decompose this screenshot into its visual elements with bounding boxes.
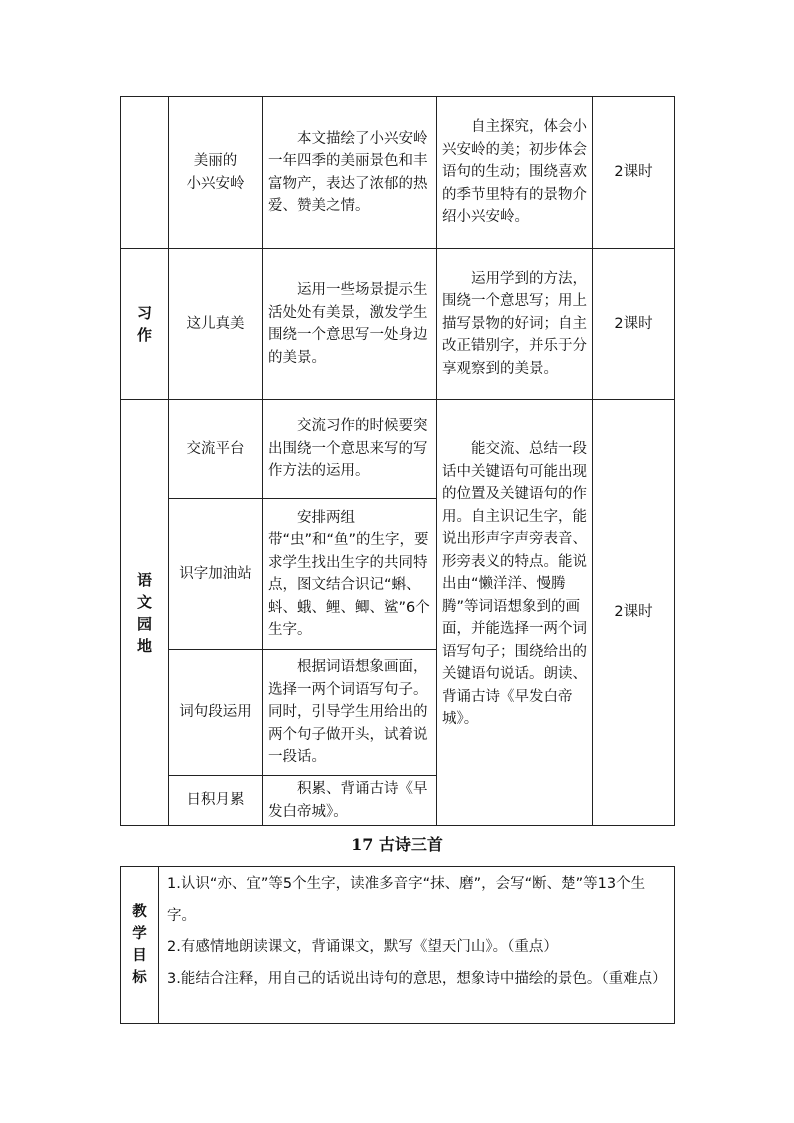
category-char: 作 [136,326,152,344]
objective-item: 2.有感情地朗读课文，背诵课文，默写《望天门山》。（重点） [167,939,558,955]
category-char: 园 [136,614,152,633]
hours-cell: 2课时 [593,400,675,826]
lesson-cell: 词句段运用 [169,650,263,776]
lesson-title-line: 美丽的 [193,153,238,169]
content-cell: 运用一些场景提示生活处处有美景，激发学生围绕一个意思写一处身边的美景。 [263,249,437,400]
objectives-cell [159,867,675,1024]
objective-item: 3.能结合注释，用自己的话说出诗句的意思，想象诗中描绘的景色。（重难点） [167,970,667,987]
category-cell [121,400,169,826]
category-char: 学 [132,926,147,942]
category-char: 教 [132,904,147,920]
lesson-cell: 这儿真美 [169,249,263,400]
content-cell: 根据词语想象画面，选择一两个词语写句子。同时，引导学生用给出的两个句子做开头，试着说一段话。 [263,650,437,776]
table-row [121,867,675,1024]
lesson-cell [169,97,263,249]
objectives-label-cell [121,867,159,1024]
lesson-heading: 17 古诗三首 [351,835,443,854]
goals-cell: 运用学到的方法，围绕一个意思写；用上描写景物的好词；自主改正错别字，并乐于分享观察到的美景。 [437,249,593,400]
objectives-table [120,866,675,1024]
category-cell [121,249,169,400]
lesson-cell: 交流平台 [169,400,263,499]
goals-cell: 能交流、总结一段话中关键语句可能出现的位置及关键语句的作用。自主识记生字，能说出形声字声旁表音、形旁表义的特点。能说出由“懒洋洋、慢腾腾”等词语想象到的画面，并能选择一两个词语写句子；围绕给出的关键语句说话。朗读、背诵古诗《早发白帝城》。 [437,400,593,826]
category-char: 习 [136,304,152,322]
goals-cell: 自主探究，体会小兴安岭的美；初步体会语句的生动；围绕喜欢的季节里特有的景物介绍小兴安岭。 [437,97,593,249]
category-char: 文 [136,592,152,611]
category-char: 目 [132,948,147,964]
table-row [121,97,675,249]
category-cell [121,97,169,249]
content-cell: 安排两组带“虫”和“鱼”的生字，要求学生找出生字的共同特点，图文结合识记“蝌、蚪、蛾、鲤、鲫、鲨”6个生字。 [263,499,437,650]
hours-cell: 2课时 [593,97,675,249]
lesson-cell: 日积月累 [169,776,263,826]
content-cell: 积累、背诵古诗《早发白帝城》。 [263,776,437,826]
content-cell: 交流习作的时候要突出围绕一个意思来写的写作方法的运用。 [263,400,437,499]
category-char: 标 [132,970,147,986]
lesson-cell: 识字加油站 [169,499,263,650]
objective-item: 1.认识“亦、宜”等5个生字，读准多音字“抹、磨”，会写“断、楚”等13个生字。 [167,876,646,924]
content-cell: 本文描绘了小兴安岭一年四季的美丽景色和丰富物产，表达了浓郁的热爱、赞美之情。 [263,97,437,249]
hours-cell: 2课时 [593,249,675,400]
category-char: 地 [136,636,152,655]
table-row [121,400,675,499]
category-char: 语 [136,570,152,589]
lesson-title-line: 小兴安岭 [186,175,245,192]
unit-plan-table [120,96,675,826]
table-row [121,249,675,400]
